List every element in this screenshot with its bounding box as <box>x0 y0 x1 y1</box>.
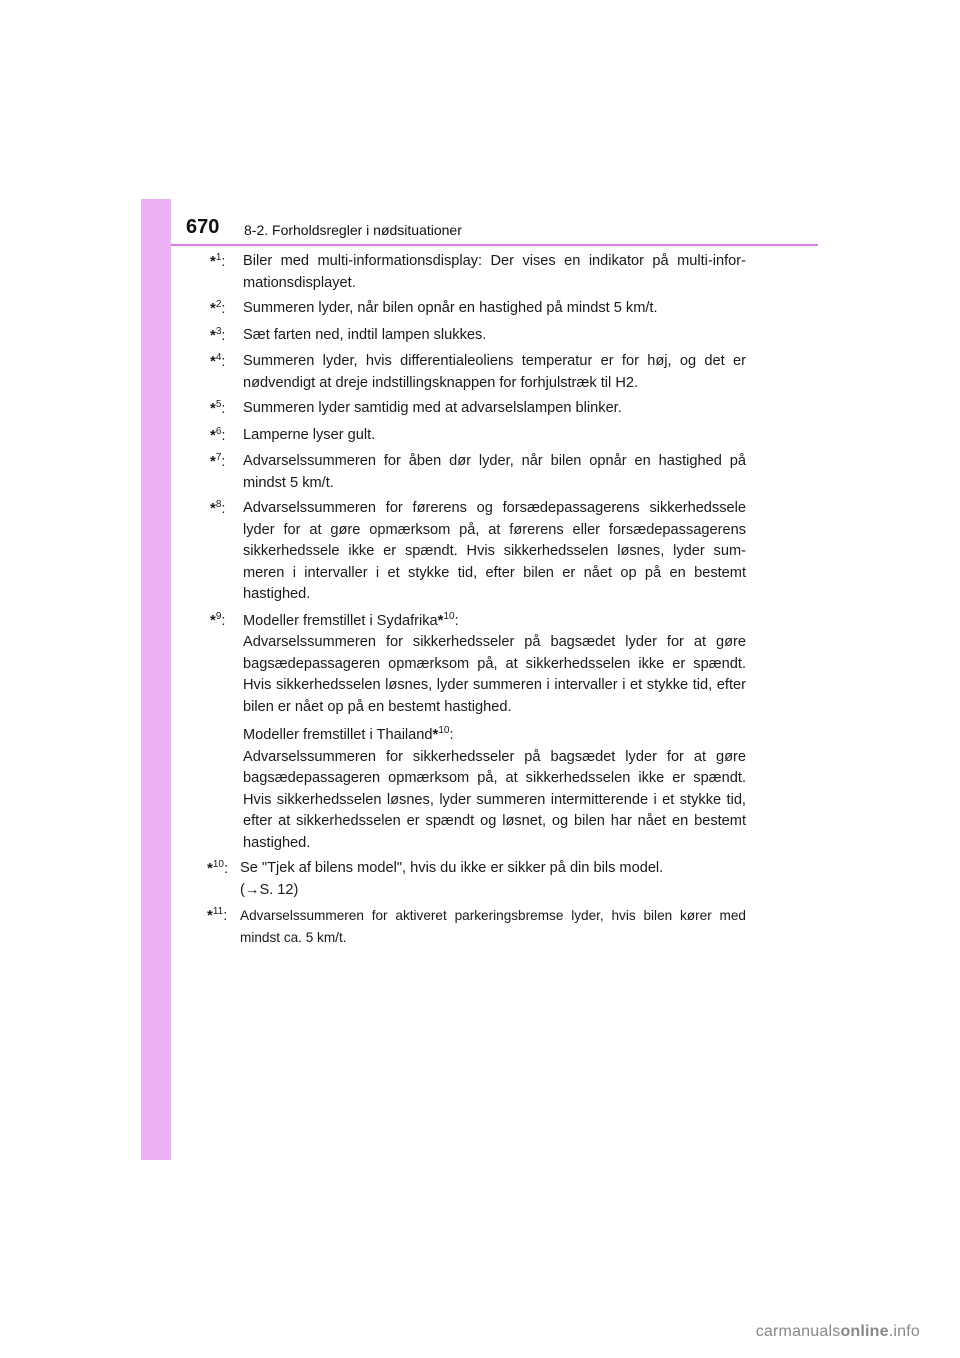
footnote-text: Summeren lyder, hvis differentialeoliens temperatur er for høj, og det er nødvendigt at dreje indstillingsknappen for forhjulstræk til H2. <box>243 353 746 391</box>
footnote-text: Advarselssummeren for aktiveret parkeringsbremse lyder, hvis bilen kører med mindst ca. 5 km/t. <box>240 908 746 945</box>
thailand-block: Modeller fremstillet i Thailand*$^{10}$: Advarselssummeren for sikkerhedsseler på bagsædet lyder for at gøre bagsædepassageren opmærksom på, at sikkerhedsselen ikke er spændt. Hvis sikkerhedsselen løsnes, lyder summeren intermitterende i et stykke tid, efter at sikkerhedsselen er spændt og løsnet, og bilen har nået en bestemt hastighed. <box>243 725 746 851</box>
footnote-text: Sæt farten ned, indtil lampen slukkes. <box>243 326 487 343</box>
thailand-text: Advarselssummeren for sikkerhedsseler på bagsædet lyder for at gøre bagsædepassageren opmærksom på, at sikkerhedsselen ikke er spændt. Hvis sikkerhedsselen løsnes, lyder summeren intermitterende i et stykke tid, efter at sikkerhedsselen er spændt og løsnet, og bilen har nået en bestemt hastighed. <box>243 748 746 851</box>
footnote-marker: *$^6$: <box>210 425 226 444</box>
footnote-3 <box>210 325 746 348</box>
reference-number: 10 <box>438 725 450 736</box>
footnote-2 <box>210 298 746 321</box>
footnote-marker: *$^1$: <box>210 252 226 270</box>
reference-star: * <box>437 611 444 629</box>
footnote-marker: *$^8$: <box>210 499 226 517</box>
footnote-text <box>243 610 746 855</box>
reference-star: * <box>432 726 439 743</box>
footnote-9 <box>210 610 746 855</box>
footnote-text: Advarselssummeren for førerens og forsædepassagerens sikkerhedssele lyder for at gøre opmærksom på, at førerens eller forsædepassagerens sikkerhedssele ikke er spændt. Hvis sikkerhedsselen løsnes, lyder sum-meren i intervaller i et stykke tid, efter bilen er nået op på en bestemt hastighed. <box>243 500 746 602</box>
footnote-marker: *$^5$: <box>210 399 226 417</box>
footnote-marker: *$^2$: <box>210 299 226 317</box>
footnote-8 <box>210 498 746 606</box>
footnote-marker: *$^4$: <box>210 352 226 370</box>
footnote-marker: *$^{11}$: <box>207 906 228 924</box>
page-number: 670 <box>186 216 220 238</box>
footnote-11 <box>207 905 746 948</box>
footnote-marker: *$^{10}$: <box>207 859 229 877</box>
footnote-marker: *$^3$: <box>210 325 226 344</box>
footnote-10 <box>207 858 746 901</box>
footnote-marker: *$^7$: <box>210 452 226 470</box>
page-reference: S. 12 <box>259 881 294 898</box>
thailand-label: Modeller fremstillet i Thailand <box>243 727 433 743</box>
footnote-6 <box>210 425 746 448</box>
footnote-text: Biler med multi-informationsdisplay: Der vises en indikator på multi-infor-mationsdisplayet. <box>243 253 746 291</box>
footnote-4 <box>210 351 746 394</box>
south-africa-label: Modeller fremstillet i Sydafrika <box>243 612 438 629</box>
reference-number: 10 <box>443 610 455 622</box>
footnote-text: Advarselssummeren for åben dør lyder, når bilen opnår en hastighed på mindst 5 km/t. <box>243 453 746 491</box>
footnote-text: Summeren lyder, når bilen opnår en hastighed på mindst 5 km/t. <box>243 300 658 316</box>
arrow-icon: → <box>244 881 260 898</box>
footnote-7 <box>210 451 746 494</box>
footnote-1 <box>210 251 746 294</box>
section-title: 8-2. Forholdsregler i nødsituationer <box>244 222 462 238</box>
header-rule <box>171 244 818 246</box>
footnote-list <box>207 251 746 952</box>
south-africa-text: Advarselssummeren for sikkerhedsseler på bagsædet lyder for at gøre bagsædepassageren opmærksom på, at sikkerhedsselen ikke er spændt. Hvis sikkerhedsselen løsnes, lyder summeren i intervaller i et stykke tid, efter bilen er nået op på en bestemt hastighed. <box>243 634 746 715</box>
footnote-marker: *$^9$: <box>210 610 226 629</box>
footnote-text: Summeren lyder samtidig med at advarselslampen blinker. <box>243 400 622 416</box>
footnote-text: Se "Tjek af bilens model", hvis du ikke er sikker på din bils model. (→S. 12) <box>240 860 664 898</box>
watermark: carmanualsonline.info <box>755 1323 920 1340</box>
south-africa-block: Modeller fremstillet i Sydafrika*$^{10}$: Advarselssummeren for sikkerhedsseler på bagsædet lyder for at gøre bagsædepassageren opmærksom på, at sikkerhedsselen ikke er spændt. Hvis sikkerhedsselen løsnes, lyder summeren i intervaller i et stykke tid, efter bilen er nået op på en bestemt hastighed. <box>243 610 746 715</box>
header-band-tab <box>141 199 171 245</box>
header-band <box>141 199 818 245</box>
footnote-5 <box>210 398 746 421</box>
footnote-text: Lamperne lyser gult. <box>243 426 376 443</box>
chapter-sidebar <box>141 199 171 1160</box>
